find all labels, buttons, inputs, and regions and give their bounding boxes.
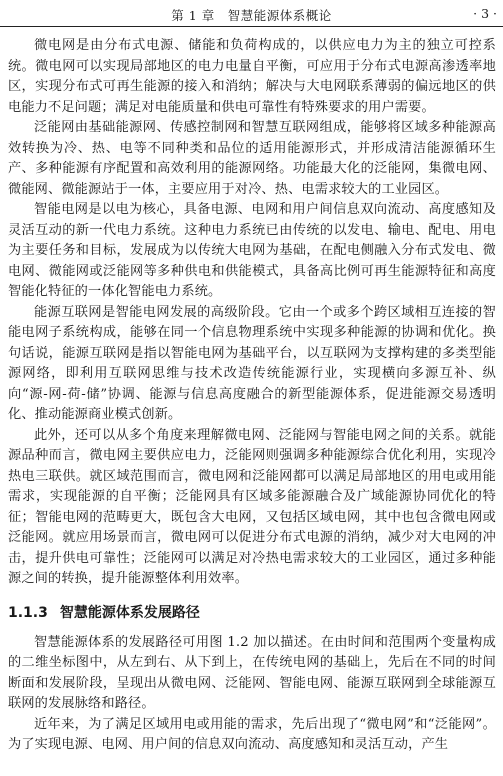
- section-title: 智慧能源体系发展路径: [59, 604, 200, 621]
- paragraph-recent-years: 近年来，为了满足区域用电或用能的需求，先后出现了“微电网”和“泛能网”。为了实现电源、电网、用户间的信息双向流动、高度感知和灵活互动，产生: [8, 716, 496, 752]
- chapter-title: 第 1 章 智慧能源体系概论: [171, 8, 332, 23]
- paragraph-energy-internet: 能源互联网是智能电网发展的高级阶段。它由一个或多个跨区域相互连接的智能电网子系统构成，能够在同一个信息物理系统中实现多种能源的协调和优化。换句话说，能源互联网是指以智能电网为基础平台，以互联网为支撑构建的多类型能源网络，即利用互联网思维与技术改造传统能源行业，实现横向多源互补、纵向“源-网-荷-储”协调、能源与信息高度融合的新型能源体系，促进能源交易透明化、推动能源商业模式创新。: [8, 304, 496, 422]
- paragraph-smart-grid: 智能电网是以电为核心，具备电源、电网和用户间信息双向流动、高度感知及灵活互动的新一代电力系统。这种电力系统已由传统的以发电、输电、配电、用电为主要任务和目标，发展成为以传统大电网为基础，在配电侧融入分布式发电、微电网、微能网或泛能网等多种供电和供能模式，具备高比例可再生能源特征和高度智能化特征的一体化智能电力系统。: [8, 202, 496, 299]
- section-number: 1.1.3: [8, 604, 48, 621]
- page-header: [0, 0, 503, 27]
- paragraph-pan-energy-network: 泛能网由基础能源网、传感控制网和智慧互联网组成，能够将区域多种能源高效转换为冷、热、电等不同种类和品位的适用能源形式，并形成清洁能源循环生产、多种能源有序配置和高效利用的能源网络。功能最大化的泛能网，集微电网、微能网、微能源站于一体，主要应用于对冷、热、电需求较大的工业园区。: [8, 120, 496, 197]
- section-heading: [8, 603, 496, 623]
- page-body: [8, 36, 496, 756]
- paragraph-development-path: 智慧能源体系的发展路径可用图 1.2 加以描述。在由时间和范围两个变量构成的二维坐标图中，从左到右、从下到上，在传统电网的基础上，先后在不同的时间断面和发展阶段，呈现出从微电网、泛能网、智能电网、能源互联网到全球能源互联网的发展脉络和路径。: [8, 634, 496, 711]
- paragraph-relationship: 此外，还可以从多个角度来理解微电网、泛能网与智能电网之间的关系。就能源品种而言，微电网主要供应电力，泛能网则强调多种能源综合优化利用，实现冷热电三联供。就区域范围而言，微电网和泛能网都可以满足局部地区的用电或用能需求，实现能源的自平衡；泛能网具有区域多能源融合及广域能源协同优化的特征；智能电网的范畴更大，既包含大电网，又包括区域电网，其中也包含微电网或泛能网。就应用场景而言，微电网可以促进分布式电源的消纳，减少对大电网的冲击，提升供电可靠性；泛能网可以满足对冷热电需求较大的工业园区，通过多种能源之间的转换，提升能源整体利用效率。: [8, 427, 496, 586]
- paragraph-microgrid: 微电网是由分布式电源、储能和负荷构成的，以供应电力为主的独立可控系统。微电网可以实现局部地区的电力电量自平衡，可应用于分布式电源高渗透率地区，实现分布式可再生能源的接入和消纳；解决与大电网联系薄弱的偏远地区的供电能力不足问题；满足对电能质量和供电可靠性有特殊要求的用户需要。: [8, 38, 496, 115]
- page-number: · 3 ·: [473, 6, 497, 21]
